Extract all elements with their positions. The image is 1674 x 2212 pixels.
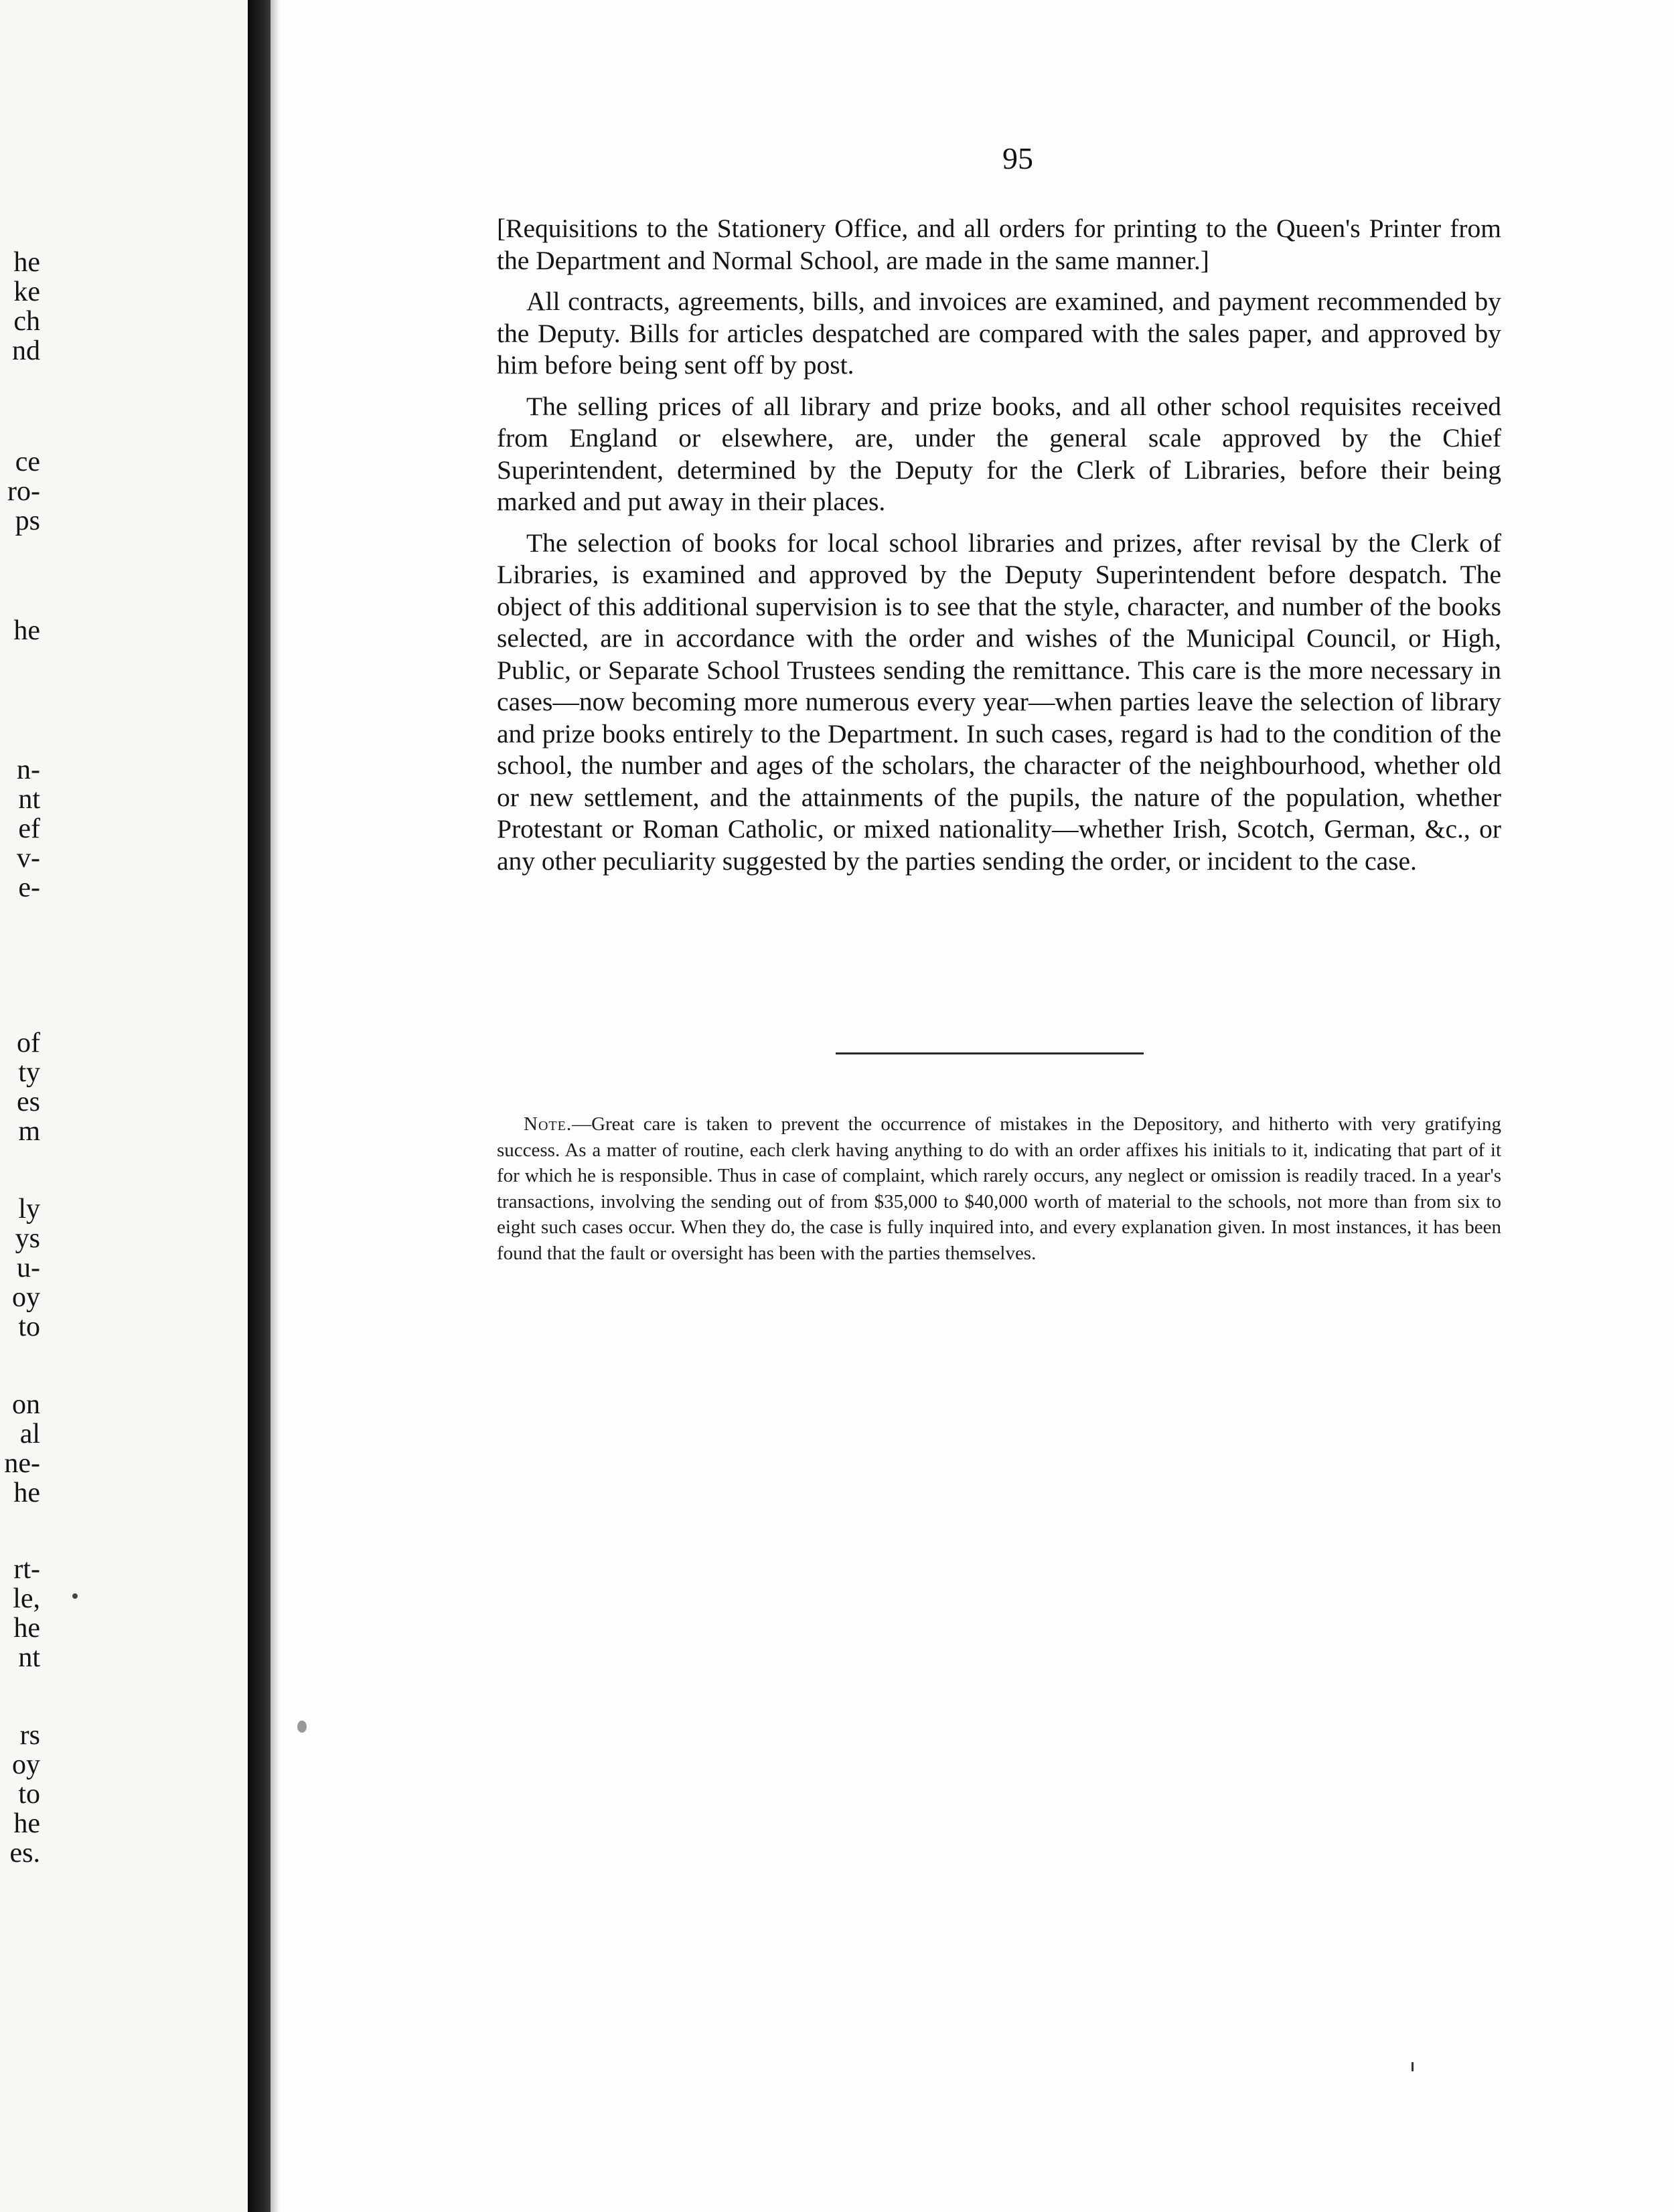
- book-gutter: [248, 0, 271, 2212]
- facing-fragment: ef: [18, 813, 40, 844]
- facing-fragment: nt: [18, 1642, 40, 1673]
- facing-fragment: v-: [17, 843, 40, 874]
- facing-fragment: n-: [17, 755, 40, 785]
- facing-fragment: rs: [19, 1720, 40, 1751]
- facing-fragment: ne-: [4, 1448, 40, 1479]
- print-speck: [297, 1721, 307, 1733]
- facing-fragment: nd: [12, 335, 40, 366]
- facing-fragment: nt: [18, 784, 40, 815]
- facing-fragment: ys: [15, 1223, 40, 1254]
- facing-fragment: ly: [18, 1194, 40, 1224]
- facing-fragment: oy: [12, 1749, 40, 1780]
- note-text: —Great care is taken to prevent the occurrence of mistakes in the Depository, and hitherto with very gratifying success. As a matter of routine, each clerk having anything to do with an order affixes his initials to it, indicating that part of it for which he is responsible. Thus in case of complaint, which rarely occurs, any neglect or omission is readily traced. In a year's transactions, involving the sending out of from $35,000 to $40,000 worth of material to the schools, not more than from six to eight such cases occur. When they do, the case is fully inquired into, and every explanation given. In most instances, it has been found that the fault or oversight has been with the parties themselves.: [497, 1113, 1501, 1264]
- facing-fragment: es.: [9, 1838, 40, 1869]
- section-divider: [836, 1052, 1144, 1054]
- facing-fragment: e-: [18, 872, 40, 903]
- facing-fragment: he: [13, 1808, 40, 1839]
- facing-fragment: m: [18, 1116, 40, 1147]
- facing-fragment: ke: [13, 276, 40, 307]
- facing-fragment: to: [18, 1779, 40, 1810]
- facing-page-edge: [0, 0, 248, 2212]
- facing-fragment: he: [13, 1478, 40, 1508]
- paragraph-selling-prices: The selling prices of all library and prize books, and all other school requisites received from England or elsewhere, are, under the general scale approved by the Chief Superintendent, determined by the Deputy for the Clerk of Libraries, before their being marked and put away in their places.: [497, 391, 1501, 516]
- facing-fragment: on: [12, 1389, 40, 1420]
- facing-fragment: ch: [13, 306, 40, 337]
- facing-fragment: ce: [15, 447, 40, 477]
- paragraph-contracts: All contracts, agreements, bills, and invoices are examined, and payment recommended by the Deputy. Bills for articles despatched are compared with the sales paper, and approved by him before being sent off by post.: [497, 287, 1501, 380]
- facing-fragment: ps: [15, 505, 40, 536]
- print-speck: [72, 1593, 78, 1599]
- facing-fragment: le,: [13, 1583, 40, 1614]
- facing-fragment: es: [17, 1087, 40, 1117]
- gutter-shadow: [271, 0, 280, 2212]
- facing-fragment: rt-: [13, 1554, 40, 1585]
- facing-fragment: to: [18, 1312, 40, 1342]
- footnote: [497, 1111, 1501, 1266]
- facing-fragment: u-: [17, 1253, 40, 1283]
- facing-fragment: ty: [18, 1057, 40, 1088]
- page-number: 95: [1002, 141, 1033, 175]
- facing-fragment: he: [13, 1613, 40, 1644]
- facing-fragment: he: [13, 615, 40, 646]
- paragraph-requisitions: [Requisitions to the Stationery Office, and all orders for printing to the Queen's Printer from the Department and Normal School, are made in the same manner.]: [497, 214, 1501, 275]
- body-text: [497, 213, 1501, 886]
- facing-fragment: he: [13, 247, 40, 278]
- facing-fragment: of: [17, 1028, 40, 1058]
- paragraph-selection-of-books: The selection of books for local school libraries and prizes, after revisal by the Clerk of Libraries, is examined and approved by the Deputy Superintendent before despatch. The object of this additional supervision is to see that the style, character, and number of the books selected, are in accordance with the order and wishes of the Municipal Council, or High, Public, or Separate School Trustees sending the remittance. This care is the more necessary in cases—now becoming more numerous every year—when parties leave the selection of library and prize books entirely to the Department. In such cases, regard is had to the condition of the school, the number and ages of the scholars, the character of the neighbourhood, whether old or new settlement, and the attainments of the pupils, the nature of the population, whether Protestant or Roman Catholic, or mixed nationality—whether Irish, Scotch, German, &c., or any other peculiarity suggested by the parties sending the order, or incident to the case.: [497, 528, 1501, 876]
- facing-fragment: oy: [12, 1282, 40, 1313]
- facing-fragment: al: [19, 1419, 40, 1449]
- note-label: Note.: [524, 1113, 573, 1135]
- print-speck: [1412, 2062, 1414, 2071]
- facing-fragment: ro-: [7, 476, 40, 507]
